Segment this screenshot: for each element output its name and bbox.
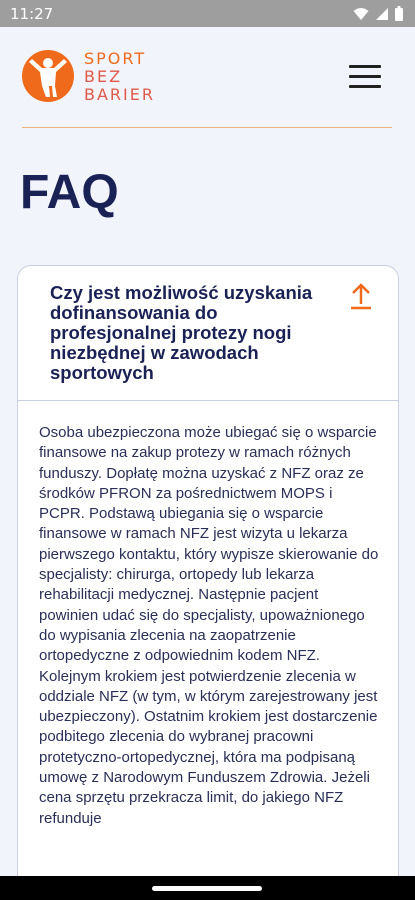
- logo-text: [84, 50, 155, 104]
- logo-line-bez: BEZ: [84, 67, 123, 86]
- battery-icon: [395, 6, 403, 26]
- sport-bez-barier-logo[interactable]: [22, 50, 155, 104]
- status-bar: [0, 0, 415, 27]
- logo-line-barier: BARIER: [84, 85, 155, 104]
- status-time: 11:27: [10, 5, 54, 23]
- hamburger-menu-icon[interactable]: [349, 65, 381, 89]
- page-title: FAQ: [20, 166, 119, 219]
- header-divider: [22, 127, 392, 128]
- collapse-arrow-up-icon[interactable]: [350, 282, 372, 310]
- faq-answer: Osoba ubezpieczona może ubiegać się o wsparcie finansowe na zakup protezy w ramach różnych funduszy. Dopłatę można uzyskać z NFZ oraz ze środków PFRON za pośrednictwem MOPS i PCPR. Podstawą ubiegania się o wsparcie finansowe w ramach NFZ jest wizyta u lekarza pierwszego kontaktu, który wypisze skierowanie do specjalisty: chirurga, ortopedy lub lekarza rehabilitacji medycznej. Następnie pacjent powinien udać się do specjalisty, upoważnionego do wypisania zlecenia na zaopatrzenie ortopedyczne z odpowiednim kodem NFZ. Kolejnym krokiem jest potwierdzenie zlecenia w oddziale NFZ (w tym, w którym zarejestrowany jest ubezpieczony). Ostatnim krokiem jest dostarczenie podbitego zlecenia do wybranej pracowni protetyczno-ortopedycznej, która ma podpisaną umowę z Narodowym Funduszem Zdrowia. Jeżeli cena sprzętu przekracza limit, do jakiego NFZ refunduje: [39, 424, 379, 827]
- signal-icon: [375, 7, 389, 26]
- status-icons: [353, 6, 403, 26]
- faq-question-header[interactable]: [18, 266, 398, 401]
- wifi-icon: [353, 7, 369, 26]
- system-nav-bar: [0, 876, 415, 900]
- logo-athlete-icon: [22, 50, 74, 102]
- app-header: [0, 27, 415, 127]
- logo-line-sport: SPORT: [84, 49, 147, 68]
- home-gesture-handle[interactable]: [152, 886, 262, 891]
- faq-item: [17, 265, 399, 900]
- faq-question: Czy jest możliwość uzyskania dofinansowania do profesjonalnej protezy nogi niezbędnej w zawodach sportowych: [50, 282, 313, 383]
